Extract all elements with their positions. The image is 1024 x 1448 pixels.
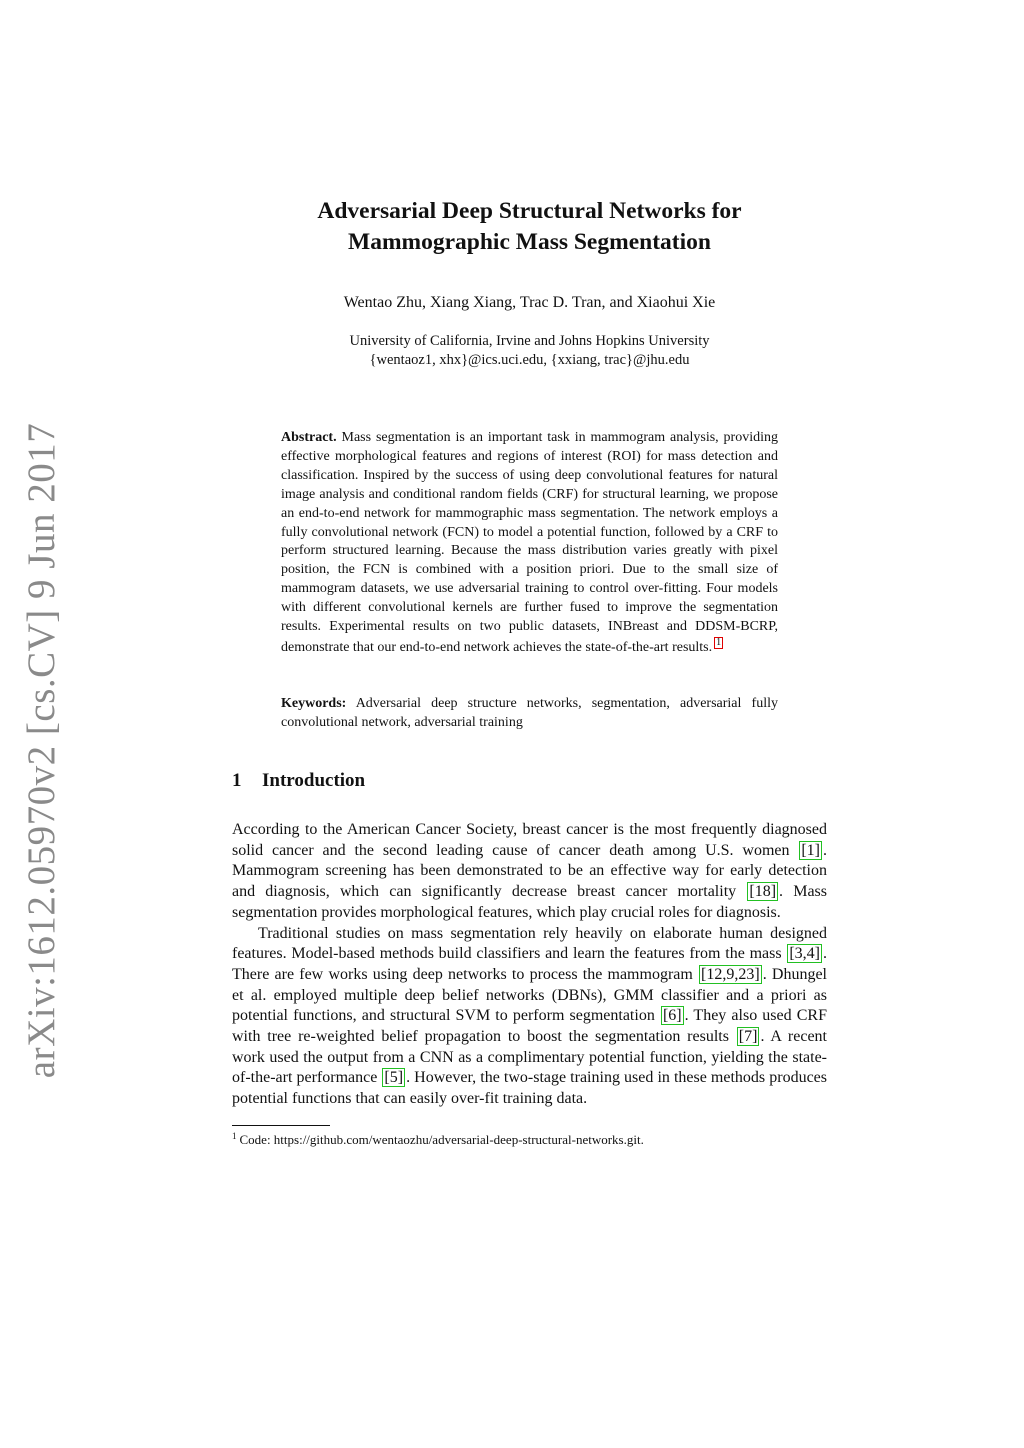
abstract xyxy=(281,429,778,658)
title-line-1: Adversarial Deep Structural Networks for xyxy=(317,198,742,224)
text-run: . However, the two-stage training used in these methods produces potential functions that can easily over-fit training data. xyxy=(232,1069,827,1108)
citation-link[interactable]: [7] xyxy=(738,1028,758,1046)
section-title: Introduction xyxy=(262,770,366,791)
text-run: . Dhungel et al. employed multiple deep belief networks (DBNs), GMM classifier and a priori as potential functions, and structural SVM to perform segmentation xyxy=(232,965,827,1025)
citation-link[interactable]: [6] xyxy=(662,1007,682,1025)
keywords xyxy=(281,694,778,732)
text-run: . Mass segmentation provides morphological features, which play crucial roles for diagnosis. xyxy=(232,883,828,921)
footnote-text: Code: https://github.com/wentaozhu/adversarial-deep-structural-networks.git. xyxy=(239,1132,644,1147)
paper-title xyxy=(232,196,827,258)
footnote-ref-link[interactable]: 1 xyxy=(716,636,722,648)
text-run: According to the American Cancer Society, breast cancer is the most frequently diagnosed solid cancer and the second leading cause of cancer death among U.S. women xyxy=(232,821,827,859)
citation-link[interactable]: [3,4] xyxy=(789,945,820,963)
affiliation xyxy=(232,332,827,370)
citation-link[interactable]: [18] xyxy=(749,883,777,901)
citation-link[interactable]: [12,9,23] xyxy=(701,965,760,983)
footnote-mark: 1 xyxy=(232,1131,237,1141)
author-list: Wentao Zhu, Xiang Xiang, Trac D. Tran, and Xiaohui Xie xyxy=(343,294,716,311)
arxiv-identifier-text: arXiv:1612.05970v2 [cs.CV] 9 Jun 2017 xyxy=(20,422,64,1078)
arxiv-identifier xyxy=(18,422,66,1078)
paragraph xyxy=(232,924,827,1110)
title-line-2: Mammographic Mass Segmentation xyxy=(348,229,711,255)
citation-link[interactable]: [5] xyxy=(384,1069,404,1087)
text-run: Traditional studies on mass segmentation rely heavily on elaborate human designed features. Model-based methods build classifiers and learn the features from the mass xyxy=(232,924,827,963)
footnote-divider xyxy=(232,1125,330,1126)
text-run: . Mammogram screening has been demonstrated to be an effective way for early detection and diagnosis, which can significantly decrease breast cancer mortality xyxy=(232,841,827,901)
text-run: . They also used CRF with tree re-weighted belief propagation to boost the segmentation results xyxy=(232,1007,827,1046)
keywords-label: Keywords: xyxy=(281,696,347,711)
affiliation-emails: {wentaoz1, xhx}@ics.uci.edu, {xxiang, trac}@jhu.edu xyxy=(369,352,690,368)
footnote xyxy=(232,1128,827,1148)
introduction-body xyxy=(232,820,827,1110)
abstract-label: Abstract. xyxy=(281,430,337,445)
citation-link[interactable]: [1] xyxy=(801,841,820,859)
section-heading xyxy=(232,770,827,792)
text-run: . There are few works using deep networks to process the mammogram xyxy=(232,945,827,983)
text-run: . A recent work used the output from a CNN as a complimentary potential function, yielding the state-of-the-art performance xyxy=(232,1028,827,1087)
section-number: 1 xyxy=(232,770,242,791)
paragraph xyxy=(232,820,827,924)
abstract-text: Mass segmentation is an important task in mammogram analysis, providing effective morphological features and regions of interest (ROI) for mass detection and classification. Inspired by the success of using deep convolutional features for natural image analysis and conditional random fields (CRF) for structural learning, we propose an end-to-end network for mammographic mass segmentation. The network employs a fully convolutional network (FCN) to model a potential function, followed by a CRF to perform structured learning. Because the mass distribution varies greatly with pixel position, the FCN is combined with a position priori. Due to the small size of mammogram datasets, we use adversarial training to control over-fitting. Four models with different convolutional kernels are further fused to improve the segmentation results. Experimental results on two public datasets, INBreast and DDSM-BCRP, demonstrate that our end-to-end network achieves the state-of-the-art results. xyxy=(281,430,778,655)
affiliation-line-1: University of California, Irvine and Johns Hopkins University xyxy=(349,333,710,349)
keywords-text: Adversarial deep structure networks, segmentation, adversarial fully convolutional network, adversarial training xyxy=(281,696,778,730)
